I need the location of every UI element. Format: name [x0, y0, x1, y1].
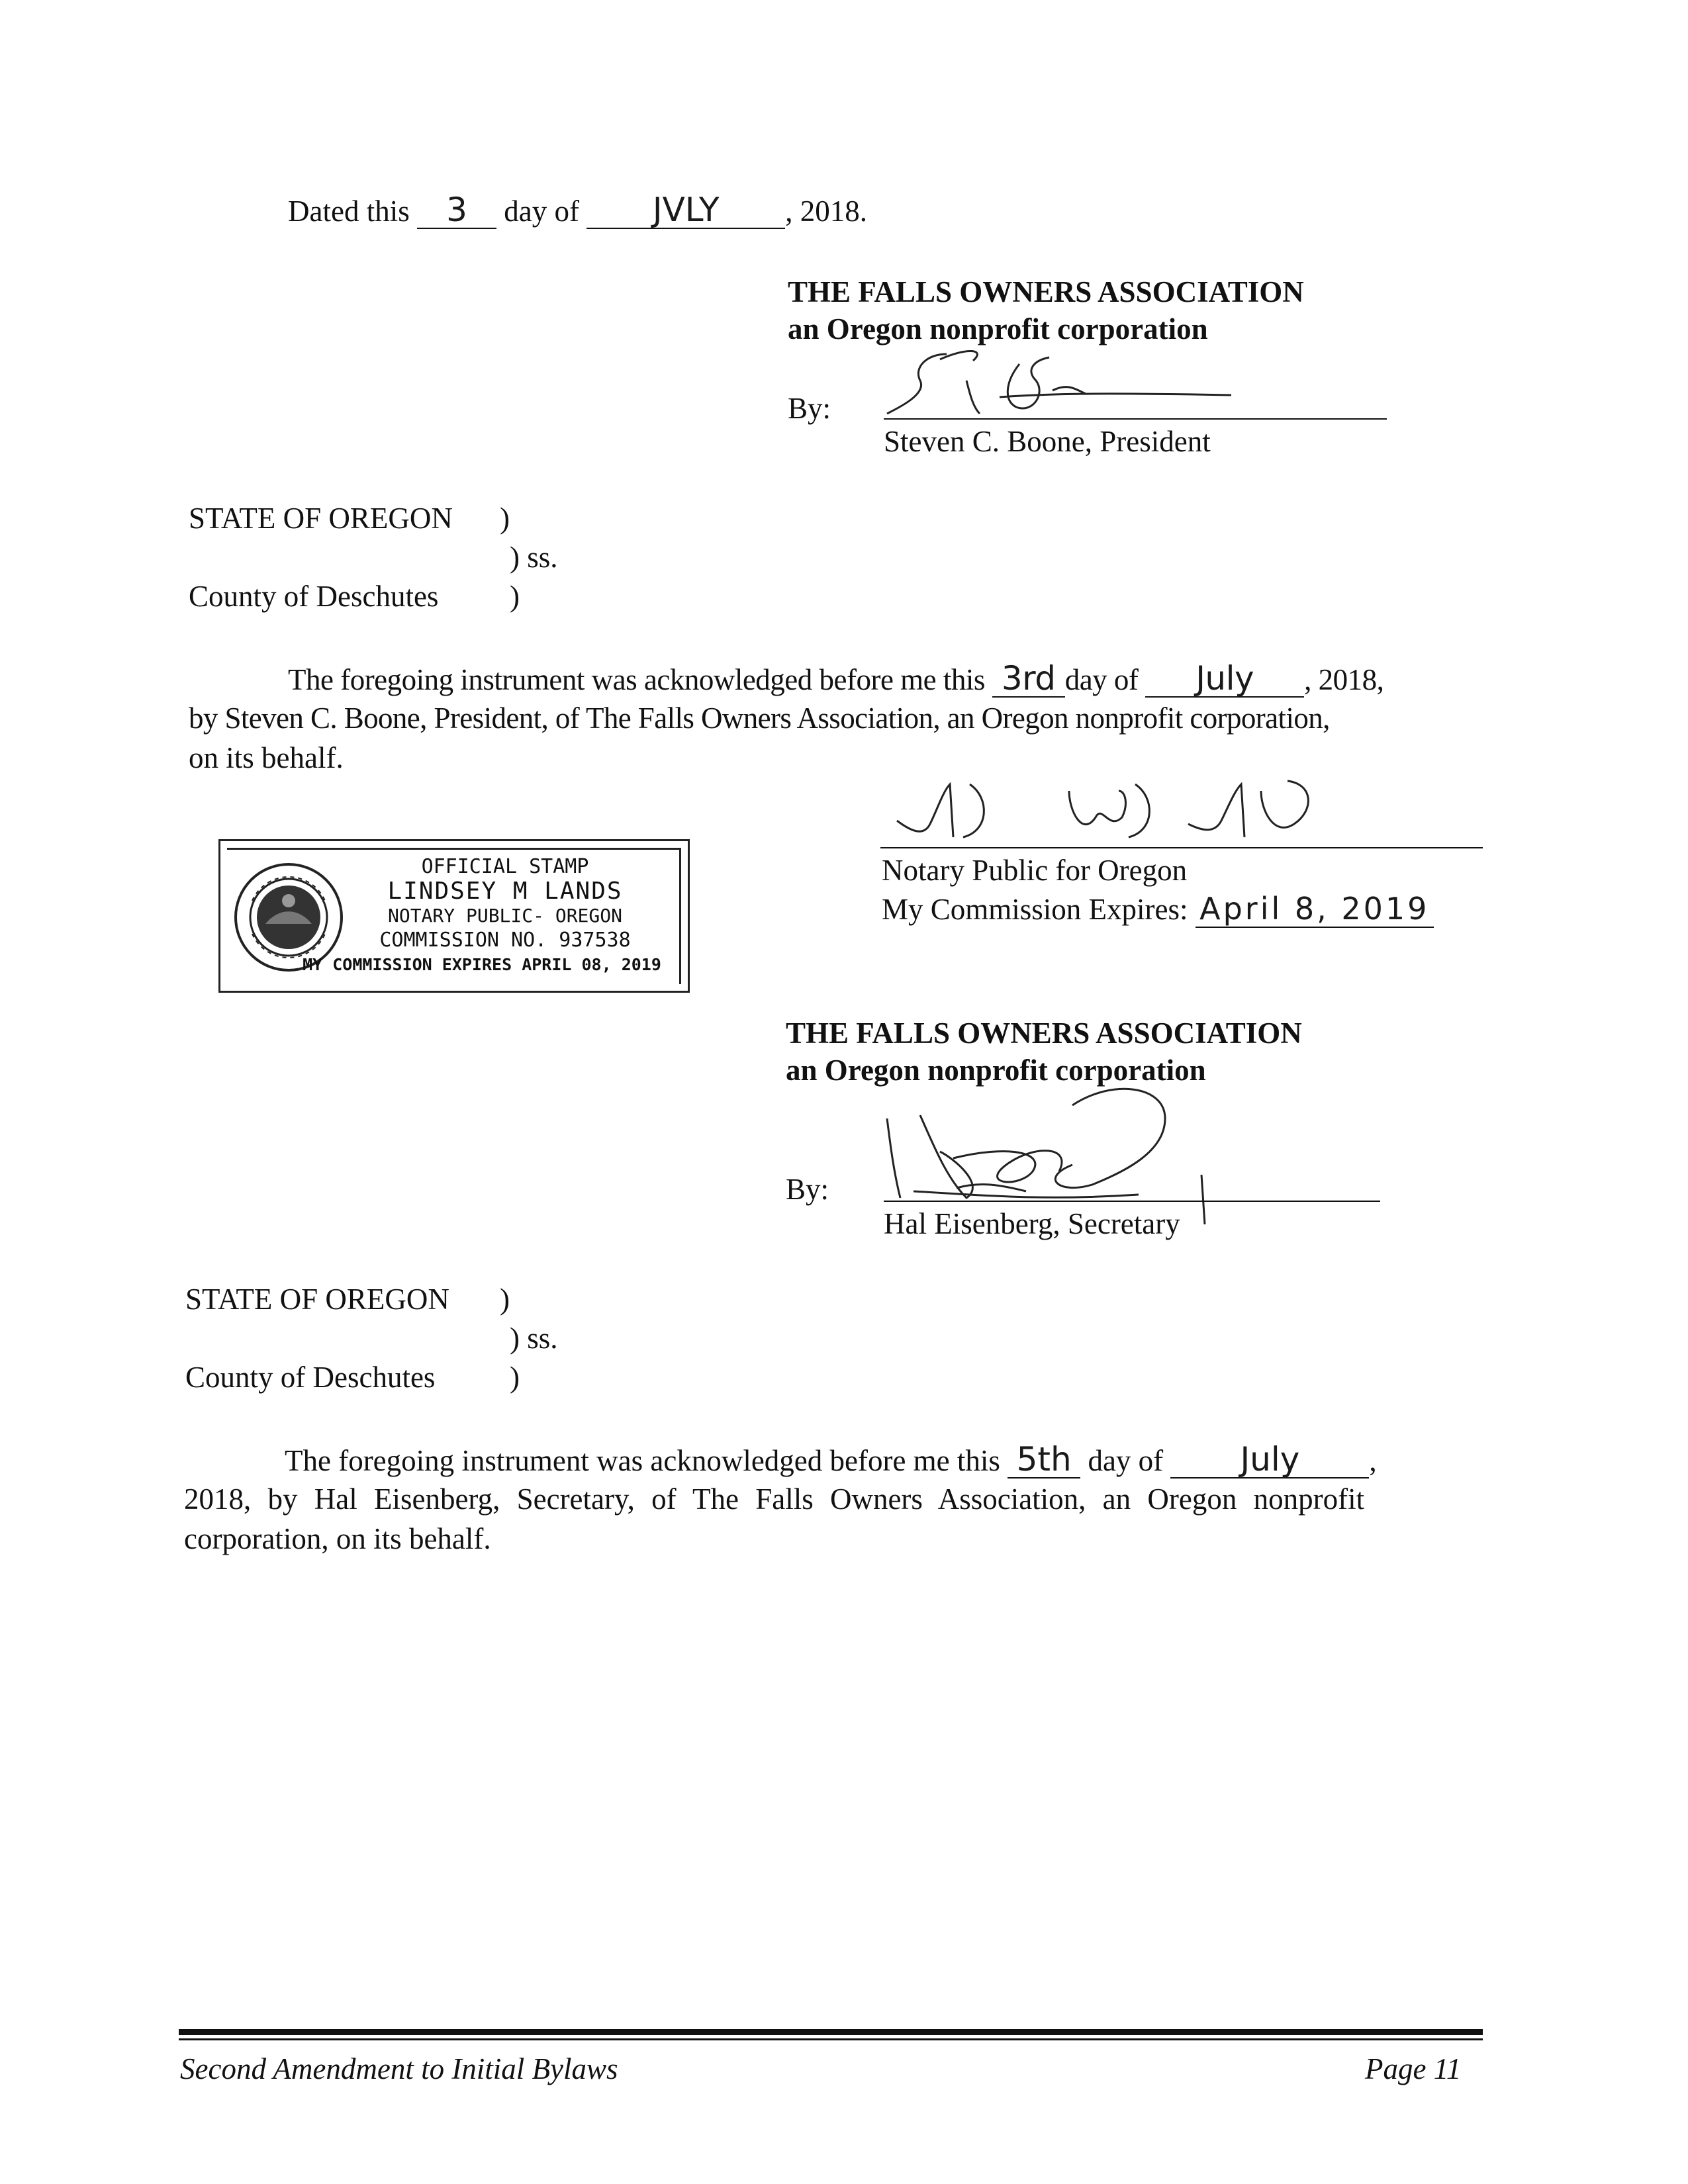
ack2-month-handwritten: July: [1170, 1441, 1369, 1479]
notary-signature-line: [880, 847, 1483, 848]
ack1-line1: [288, 660, 1383, 698]
notary-expires-handwritten: April 8, 2019: [1196, 891, 1434, 928]
signature-boone-image: [874, 341, 1244, 424]
notary-expires-label: My Commission Expires:: [882, 893, 1188, 926]
ack1-month-handwritten: July: [1145, 660, 1304, 698]
venue-paren-2a: ): [500, 1283, 510, 1316]
signature-eisenberg-image: [874, 1079, 1218, 1224]
ack1-text-c: , 2018,: [1304, 663, 1384, 696]
dated-prefix: Dated this: [288, 195, 410, 228]
stamp-text: [303, 854, 671, 977]
footer-rule-thick: [179, 2029, 1483, 2035]
ack2-text-a: The foregoing instrument was acknowledged before me this: [285, 1444, 1000, 1477]
stamp-line-4: COMMISSION NO. 937538: [379, 929, 631, 952]
ack2-line2: 2018, by Hal Eisenberg, Secretary, of The Falls Owners Association, an Oregon nonprofit: [184, 1482, 1365, 1516]
stamp-line-2: LINDSEY M LANDS: [387, 878, 623, 905]
notary-title: Notary Public for Oregon: [882, 854, 1188, 887]
ack2-line3: corporation, on its behalf.: [184, 1522, 491, 1555]
ack1-text-b: day of: [1064, 663, 1139, 696]
ack1-line3: on its behalf.: [189, 741, 344, 774]
signature-line-2: [884, 1201, 1380, 1202]
notary-expires: [882, 891, 1434, 928]
ack2-day-handwritten: 5th: [1008, 1441, 1080, 1479]
venue-county-2: County of Deschutes: [185, 1361, 436, 1394]
venue-state-2: STATE OF OREGON: [185, 1283, 449, 1316]
signature-line-1: [884, 418, 1387, 420]
footer-document-title: Second Amendment to Initial Bylaws: [180, 2052, 618, 2085]
venue-ss-1: ) ss.: [510, 541, 558, 574]
org-name-2: THE FALLS OWNERS ASSOCIATION: [786, 1017, 1302, 1050]
ack1-day-handwritten: 3rd: [992, 660, 1065, 698]
dated-mid: day of: [504, 195, 579, 228]
notary-signature-image: [890, 771, 1367, 847]
ack1-text-a: The foregoing instrument was acknowledged before me this: [288, 663, 985, 696]
footer-rule-thin: [179, 2038, 1483, 2040]
stamp-line-5: MY COMMISSION EXPIRES APRIL 08, 2019: [303, 955, 661, 974]
by-label-1: By:: [788, 392, 831, 425]
ack2-line1: [285, 1441, 1377, 1479]
venue-county-1: County of Deschutes: [189, 580, 439, 613]
venue-paren-2b: ): [510, 1361, 520, 1394]
ack2-text-c: ,: [1369, 1444, 1377, 1477]
venue-paren-1a: ): [500, 502, 510, 535]
by-label-2: By:: [786, 1173, 829, 1206]
org-sub-2: an Oregon nonprofit corporation: [786, 1054, 1206, 1087]
dated-suffix: , 2018.: [785, 195, 867, 228]
signer-name-2: Hal Eisenberg, Secretary: [884, 1207, 1180, 1240]
stamp-line-3: NOTARY PUBLIC- OREGON: [387, 905, 622, 927]
dated-month-handwritten: JVLY: [586, 192, 785, 229]
stamp-line-1: OFFICIAL STAMP: [421, 855, 589, 878]
org-sub-1: an Oregon nonprofit corporation: [788, 312, 1208, 345]
org-name-1: THE FALLS OWNERS ASSOCIATION: [788, 275, 1304, 308]
venue-ss-2: ) ss.: [510, 1322, 558, 1355]
ack2-text-b: day of: [1088, 1444, 1164, 1477]
dated-line: [288, 192, 867, 229]
footer-page-number: Page 11: [1365, 2052, 1462, 2085]
dated-day-handwritten: 3: [417, 192, 496, 229]
venue-state-1: STATE OF OREGON: [189, 502, 453, 535]
official-notary-stamp: [218, 839, 690, 993]
venue-paren-1b: ): [510, 580, 520, 613]
signer-name-1: Steven C. Boone, President: [884, 425, 1211, 458]
ack1-line2: by Steven C. Boone, President, of The Falls Owners Association, an Oregon nonprofit corporation,: [189, 702, 1330, 735]
